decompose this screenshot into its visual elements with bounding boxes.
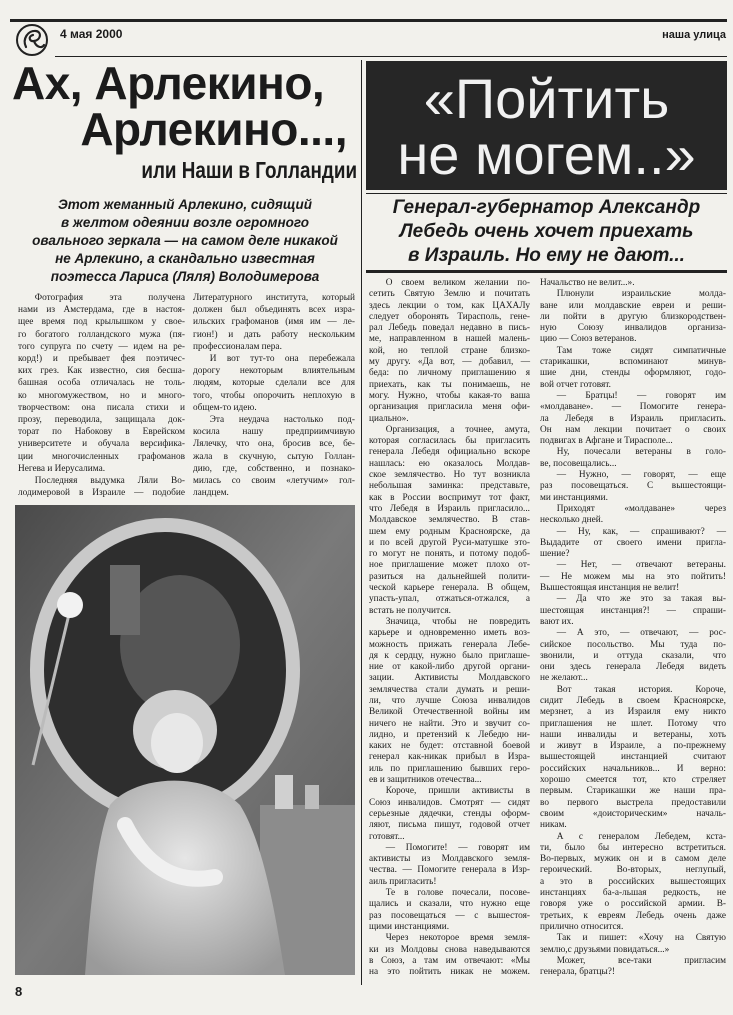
text-line: прозу, переводила, защищала док-	[18, 415, 185, 426]
lead-line: овального зеркала — на самом деле никакой	[32, 233, 338, 248]
text-line: го могут не понять, и потому подоб-	[369, 549, 530, 560]
text-line: Значица, чтобы не повредить	[385, 616, 530, 627]
text-line: небольшая заминка: представьте,	[369, 481, 530, 492]
text-line: как в России воспримут тот факт,	[369, 492, 530, 503]
text-line: и по всей другой Руси-матушке это-	[369, 537, 530, 548]
paragraph	[369, 888, 530, 933]
text-line: Последняя выдумка Ляли Во-	[34, 476, 185, 487]
headline-line: «Пойтить	[423, 67, 670, 130]
text-line: Молдавское землячество. В став-	[369, 515, 530, 526]
text-line: — Нужно, — говорят, — еще	[556, 470, 726, 481]
paragraph	[540, 447, 726, 470]
headline-line: Арлекино...,	[80, 103, 347, 155]
text-line: карьере и одновременно иметь воз-	[369, 628, 530, 639]
paragraph	[369, 278, 530, 425]
paragraph	[540, 933, 726, 956]
text-line: иль по приглашению бывших геро-	[369, 763, 530, 774]
left-lead	[15, 196, 355, 286]
text-line: аиль пригласить!	[369, 876, 437, 887]
text-line: нами из Амстердама, где в настоя-	[18, 305, 185, 316]
text-line: Приходят «молдаване» через	[556, 503, 726, 514]
text-line: хорошо смеется тот, кто стреляет	[540, 775, 726, 786]
table-items	[275, 775, 293, 809]
text-line: щими инстанциями.	[369, 921, 450, 932]
text-line: зации. Активисты Молдавского	[369, 673, 530, 684]
issue-date: 4 мая 2000	[60, 27, 123, 41]
text-line: Выдадите от своего имени пригла-	[540, 537, 726, 548]
text-line: а это в российских вышестоящих	[540, 876, 726, 887]
text-line: раз посовещаться. С вышестоящи-	[540, 481, 726, 492]
text-line: ми инстанциями.	[540, 492, 608, 503]
text-line: сидит Лебедь в своем Красноярске,	[540, 695, 726, 706]
text-line: вой отчет готовят.	[540, 379, 611, 390]
text-line: наши инвалиды и ветераны, хоть	[540, 729, 726, 740]
paragraph	[369, 425, 530, 617]
text-line: Вот такая история. Короче,	[556, 684, 726, 695]
photo	[15, 505, 355, 975]
text-line: го богатого голландского мужа (пя-	[18, 329, 185, 340]
paragraph	[540, 504, 726, 527]
paragraph	[540, 527, 726, 561]
text-line: — Не можем мы на это пойтить!	[540, 571, 726, 582]
left-column-1	[18, 292, 185, 499]
subtitle-line: в Израиль. Но ему не дают...	[408, 245, 685, 266]
text-line: в Союз, а там им отвечают: «Мы	[369, 955, 530, 966]
text-line: Вышестоящая инстанция не велит!	[540, 583, 680, 594]
text-line: ние от какой-либо другой органи-	[369, 662, 530, 673]
text-line: — Братцы! — говорят им	[556, 390, 726, 401]
text-line: косила нашу предприимчивую	[193, 427, 355, 438]
text-line: и живут в Израиле, а по-прежнему	[540, 741, 726, 752]
right-column-1	[369, 278, 530, 978]
text-line: каких не будет: отставной боевой	[369, 741, 530, 752]
paragraph	[540, 560, 726, 594]
text-line: того, чтобы опорочить неплохую в	[193, 390, 355, 401]
text-line: Во-первых, мужик он и в самом деле	[540, 854, 726, 865]
text-line: Лялечку, что она, бросив все, бе-	[193, 439, 355, 450]
text-line: Через некоторое время земля-	[385, 933, 530, 944]
text-line: прилично относится.	[540, 921, 624, 932]
text-line: шие дни, стенды оформляют, годо-	[540, 368, 726, 379]
text-line: что Лебедя в Израиль пригласило...	[369, 503, 530, 514]
right-headline-box	[366, 61, 727, 190]
paragraph	[540, 685, 726, 832]
text-line: А с генералом Лебедем, кста-	[556, 831, 726, 842]
paragraph	[193, 353, 355, 414]
paragraph	[540, 594, 726, 628]
left-column-2	[193, 292, 355, 499]
text-line: ли пойти в другую близкородствен-	[540, 311, 726, 322]
lead-line: в желтом одеянии возле огромного	[60, 215, 310, 230]
paragraph	[193, 414, 355, 499]
text-line: — Помогите! — говорят им	[385, 842, 530, 853]
text-line: готовят...	[369, 831, 405, 842]
text-line: Негева и Иерусалима.	[18, 463, 106, 474]
text-line: торат по Набокову в Еврейском	[18, 427, 185, 438]
text-line: первым. Старикашки же наши пра-	[540, 786, 726, 797]
text-line: ландцем.	[193, 488, 229, 499]
text-line: ких грез. Как известно, сия бесша-	[18, 366, 185, 377]
text-line: Там тоже сидят симпатичные	[556, 345, 726, 356]
text-line: вышестоящей инстанцией считают	[540, 752, 726, 763]
text-line: ла Лебедя в Израиль пригласить.	[540, 413, 726, 424]
text-line: лидно, и претензий к Лебедю ни-	[369, 729, 530, 740]
text-line: дорогу некоторым влиятельным	[193, 366, 355, 377]
text-line: дя к сердцу, нужно было приглаше-	[369, 650, 530, 661]
paragraph	[18, 475, 185, 499]
text-line: подвигах в Афгане и Тирасполе...	[540, 436, 673, 447]
paragraph	[540, 346, 726, 391]
text-line: — А это, — отвечают, — рос-	[556, 628, 726, 639]
text-line: ти, было бы интересно встретиться.	[540, 842, 726, 853]
headline-subline	[12, 156, 357, 184]
text-line: Великой Отечественной войны им	[369, 707, 530, 718]
text-line: своим «доисторическим» началь-	[540, 808, 726, 819]
headline-subline-text: или Наши в Голландии	[141, 157, 357, 183]
text-line: третьих, к евреям Лебедь очень даже	[540, 910, 726, 921]
text-line: активисты из Молдавского земля-	[369, 854, 530, 865]
text-line: генерала, братцы?!	[540, 967, 615, 978]
text-line: встать не получится.	[369, 605, 451, 616]
headline-line: Ах, Арлекино,	[12, 57, 325, 109]
text-line: должен был объединять всех изра-	[193, 305, 355, 316]
woman-face	[151, 713, 203, 773]
paragraph	[369, 843, 530, 888]
text-line: чества. — Помогите генерала в Изр-	[369, 865, 530, 876]
text-line: звонили, и оттуда сказали, что	[540, 650, 726, 661]
right-column-2	[540, 278, 726, 978]
top-rule	[10, 19, 727, 22]
text-line: разиться на дальнейшей полити-	[369, 571, 530, 582]
text-line: ции многочисленных графоманов	[18, 451, 185, 462]
text-line: рал Лебедь поведал недавно в пись-	[369, 323, 530, 334]
text-line: ческой карьере генерала. В общем,	[369, 583, 530, 594]
text-line: раз посовещаться — с вышестоя-	[369, 910, 530, 921]
lamp	[57, 592, 83, 618]
text-line: здесь лекции о том, как ЦАХАЛу	[369, 300, 530, 311]
text-line: корд!) и пребывает фея поэтичес-	[18, 354, 185, 365]
text-line: И вот тут-то она перебежала	[209, 354, 355, 365]
text-line: Литературного института, который	[193, 293, 355, 303]
text-line: людям, которые сделали все для	[193, 378, 355, 389]
text-line: ко многомужеством, но и много-	[18, 390, 185, 401]
text-line: ильских графоманов (имя им — ле-	[193, 317, 355, 328]
text-line: Плюнули израильские молда-	[556, 289, 726, 300]
text-line: сетить Святую Землю и почитать	[369, 289, 530, 300]
text-line: того супруга по счету — идем на ре-	[18, 341, 185, 352]
text-line: шестоящая инстанция?! — спраши-	[540, 605, 726, 616]
paragraph	[540, 391, 726, 447]
text-line: щались и сказали, что нужно еще	[369, 899, 530, 910]
text-line: циально».	[369, 413, 409, 424]
text-line: цию — Союз ветеранов.	[540, 334, 637, 345]
text-line: мерзнет, а из Израиля ему никто	[540, 707, 726, 718]
text-line: беда: по личному приглашению я	[369, 368, 530, 379]
text-line: кой, но теплой стране близко-	[369, 345, 530, 356]
text-line: российских начальников... И верно:	[540, 763, 726, 774]
text-line: — Ну, как, — спрашивают? —	[556, 526, 726, 537]
text-line: ме, направленном в нашей малень-	[369, 334, 530, 345]
text-line: Эта неудача настолько под-	[209, 415, 355, 426]
headline-line: не могем..»	[397, 123, 696, 186]
text-line: гион!) и дать работу нескольким	[193, 329, 355, 340]
text-line: не желают...	[540, 673, 588, 684]
text-line: милась со своим «летучим» гол-	[193, 476, 355, 487]
text-line: творчеством: она писала стихи и	[18, 402, 185, 413]
text-line: генерала Лебедя официально вскоре	[369, 447, 530, 458]
text-line: Союз инвалидов. Смотрят — сидят	[369, 797, 530, 808]
lead-line: не Арлекино, а скандально известная	[55, 251, 315, 266]
text-line: ли, что лучше Союза инвалидов	[369, 695, 530, 706]
paragraph	[369, 617, 530, 786]
text-line: ничего не найти. Это и звучит со-	[369, 718, 530, 729]
paragraph	[540, 832, 726, 934]
text-line: героический. Во-вторых, неглупый,	[540, 865, 726, 876]
text-line: ское землячество. Но тут возникла	[369, 470, 530, 481]
text-line: ляют, письма пишут, годовой отчет	[369, 820, 530, 831]
text-line: му другу. «Да вот, — добавил, —	[369, 357, 530, 368]
text-line: следует оборонять Тирасполь, гене-	[369, 311, 530, 322]
text-line: ное приглашение может плохо от-	[369, 560, 530, 571]
text-line: упасть-упал, отжаться-отжался, а	[369, 594, 530, 605]
text-line: Организация, а точнее, амута,	[385, 424, 530, 435]
text-line: Короче, пришли активисты в	[385, 786, 530, 797]
text-line: нашлась: ею оказалось Молдав-	[369, 458, 530, 469]
text-line: на это пойтить никак не можем.	[369, 967, 530, 978]
text-line: Ну, почесали ветераны в голо-	[556, 447, 726, 458]
logo-icon	[14, 23, 52, 57]
text-line: организация пригласила меня офи-	[369, 402, 530, 413]
text-line: ве, посовещались...	[540, 458, 617, 469]
text-line: Фотография эта получена	[34, 293, 185, 303]
text-line: щее время под крылышком у свое-	[18, 317, 185, 328]
paragraph	[540, 956, 726, 979]
text-line: инстанциях ба-а-льшая редкость, не	[540, 888, 726, 899]
text-line: Он нам лекции почитает о своих	[540, 424, 726, 435]
paragraph	[18, 292, 185, 475]
paragraph	[369, 786, 530, 842]
text-line: — Нет, — отвечают ветераны.	[556, 560, 726, 571]
text-line: «молдаване». — Помогите генера-	[540, 402, 726, 413]
section-name: наша улица	[662, 29, 726, 41]
text-line: которая согласилась бы пригласить	[369, 436, 530, 447]
lead-line: поэтесса Лариса (Ляля) Володимерова	[50, 269, 320, 284]
table-items	[305, 785, 319, 809]
text-line: вают их.	[540, 616, 574, 627]
text-line: дию, где, собственно, и познако-	[193, 463, 355, 474]
text-line: могу. Нужно, чтобы какая-то ваша	[369, 390, 530, 401]
text-line: ване или молдавские евреи и реши-	[540, 300, 726, 311]
text-line: Может, все-таки пригласим	[556, 955, 726, 966]
text-line: башная особа отличалась не толь-	[18, 378, 185, 389]
text-line: приехать, как ты понимаешь, не	[369, 379, 530, 390]
text-line: Так и пишет: «Хочу на Святую	[556, 933, 726, 944]
text-line: ки из Молдовы снова наведываются	[369, 944, 530, 955]
text-line: общем-то идею.	[193, 402, 257, 413]
text-line: Начальство не велит...».	[540, 278, 635, 288]
paragraph	[369, 933, 530, 978]
left-headline	[12, 57, 357, 184]
paragraph	[540, 628, 726, 684]
text-line: Те в голове почесали, посове-	[385, 888, 530, 899]
text-line: шем ему родным Красноярске, да	[369, 526, 530, 537]
right-subtitle	[366, 193, 727, 273]
text-line: ев и защитников отечества...	[369, 775, 482, 786]
paragraph	[540, 470, 726, 504]
text-line: землю,с друзьями повидаться...»	[540, 944, 670, 955]
text-line: — Да что же это за такая вы-	[556, 594, 726, 605]
text-line: профессионалам пера.	[193, 341, 282, 352]
text-line: сийское посольство. Мы туда по-	[540, 639, 726, 650]
text-line: можность прижать генерала Лебе-	[369, 639, 530, 650]
text-line: лодимеровой в Израиле — подобие	[18, 488, 185, 499]
text-line: землячества стали думать и реши-	[369, 684, 530, 695]
text-line: старикашки, вспоминают минув-	[540, 357, 726, 368]
column-divider	[361, 60, 362, 985]
subtitle-line: Лебедь очень хочет приехать	[399, 221, 694, 242]
text-line: университете и обучала версифика-	[18, 439, 185, 450]
reflection-figure	[110, 565, 140, 635]
paragraph	[193, 292, 355, 353]
text-line: серьезные дядечки, стенды оформ-	[369, 808, 530, 819]
text-line: ную Союзу инвалидов организа-	[540, 323, 726, 334]
text-line: никам.	[540, 820, 567, 831]
text-line: шение?	[540, 549, 570, 560]
page-number: 8	[15, 984, 23, 999]
text-line: несколько дней.	[540, 515, 604, 526]
text-line: генерал как-никак прибыл в Изра-	[369, 752, 530, 763]
text-line: О своем великом желании по-	[385, 278, 530, 288]
text-line: они здесь генерала Лебедя видеть	[540, 662, 726, 673]
paragraph	[540, 289, 726, 345]
text-line: говоря уже о российской армии. В-	[540, 899, 726, 910]
text-line: жала в скучную, сытую Голлан-	[193, 451, 355, 462]
text-line: приглашения не шлет. Потому что	[540, 718, 726, 729]
text-line: во первого выстрела предоставили	[540, 797, 726, 808]
lead-line: Этот жеманный Арлекино, сидящий	[57, 197, 312, 212]
paragraph	[540, 278, 726, 289]
subtitle-line: Генерал-губернатор Александр	[392, 197, 701, 218]
